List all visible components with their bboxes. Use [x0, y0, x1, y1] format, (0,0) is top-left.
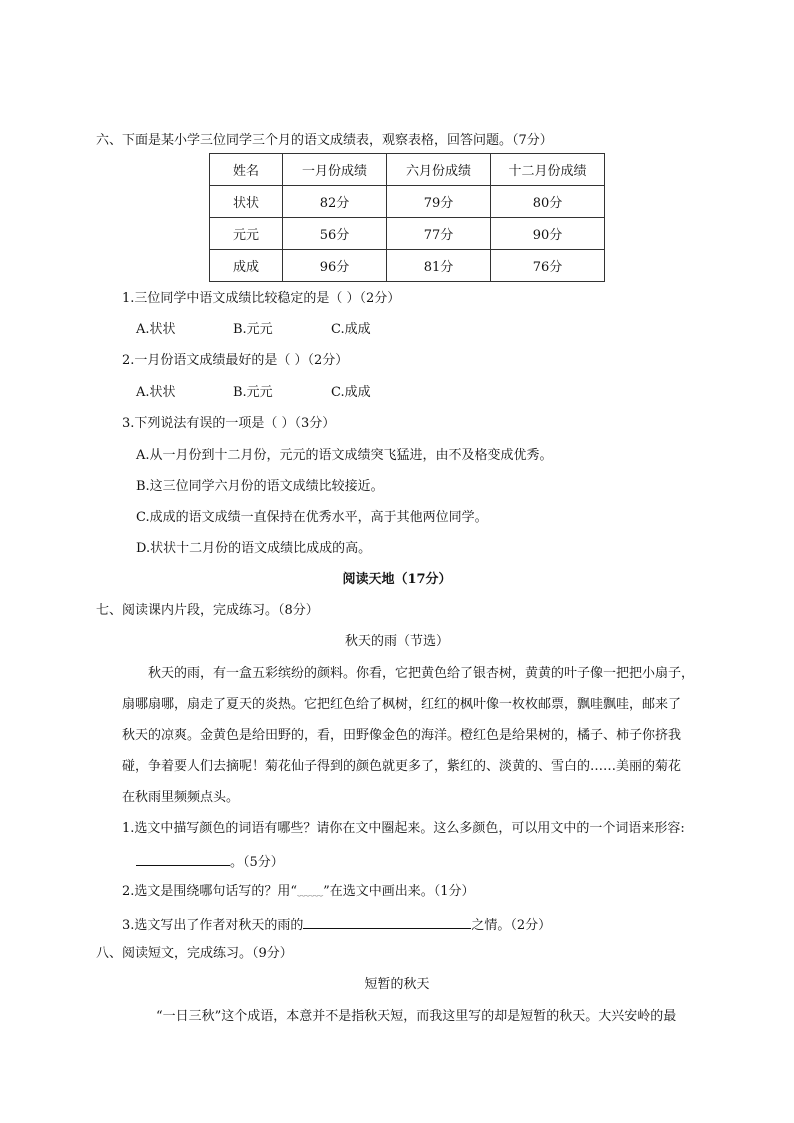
table-cell: 82分 [283, 186, 387, 218]
table-cell: 90分 [491, 218, 605, 250]
table-header-cell: 姓名 [210, 154, 283, 186]
table-cell: 56分 [283, 218, 387, 250]
q8-title: 八、阅读短文，完成练习。（9分） [96, 946, 293, 961]
passage-line: 秋天的雨，有一盒五彩缤纷的颜料。你看，它把黄色给了银杏树，黄黄的叶子像一把把小扇子， [148, 666, 695, 681]
table-row [210, 186, 605, 218]
q6-sub1-option-a: A.状状 [136, 322, 176, 337]
wavy-line-mark: ﹏﹏ [297, 884, 324, 899]
q7-sub3-pre: 3.选文写出了作者对秋天的雨的 [122, 918, 304, 933]
passage-line: 秋天的凉爽。金黄色是给田野的，看，田野像金色的海洋。橙红色是给果树的，橘子、柿子你挤我 [122, 728, 682, 743]
q6-sub2-question: 2.一月份语文成绩最好的是（ ）（2分） [122, 353, 349, 368]
passage-line: 扇哪扇哪，扇走了夏天的炎热。它把红色给了枫树，红红的枫叶像一枚枚邮票，飘哇飘哇，邮来了 [122, 697, 682, 712]
table-cell: 79分 [387, 186, 491, 218]
q6-sub1-option-b: B.元元 [233, 322, 273, 337]
q7-title: 七、阅读课内片段，完成练习。（8分） [96, 603, 319, 618]
q7-passage-continued [122, 689, 722, 813]
table-cell: 81分 [387, 250, 491, 282]
q6-sub3-option-b: B.这三位同学六月份的语文成绩比较接近。 [136, 479, 384, 494]
q7-sub3 [122, 914, 551, 935]
q6-title: 六、下面是某小学三位同学三个月的语文成绩表，观察表格，回答问题。（7分） [96, 133, 553, 148]
section-title: 阅读天地（17分） [342, 572, 452, 587]
q6-sub2-option-a: A.状状 [136, 385, 176, 400]
table-cell: 77分 [387, 218, 491, 250]
q7-passage [148, 658, 728, 689]
table-header-cell: 一月份成绩 [283, 154, 387, 186]
q7-sub1-line2 [136, 851, 284, 872]
q7-sub2-post: ”在选文中画出来。（1分） [323, 884, 475, 899]
q6-sub1-option-c: C.成成 [331, 322, 371, 337]
q6-sub3-option-c: C.成成的语文成绩一直保持在优秀水平，高于其他两位同学。 [136, 510, 488, 525]
table-cell: 76分 [491, 250, 605, 282]
table-cell: 元元 [210, 218, 283, 250]
q7-passage-title: 秋天的雨（节选） [344, 634, 449, 649]
q7-sub1-score: 。（5分） [230, 855, 284, 870]
q8-passage-first-line: “一日三秋”这个成语，本意并不是指秋天短，而我这里写的却是短暂的秋天。大兴安岭的最 [156, 1009, 677, 1024]
q7-sub3-post: 之情。（2分） [471, 918, 552, 933]
q6-sub3-option-a: A.从一月份到十二月份，元元的语文成绩突飞猛进，由不及格变成优秀。 [136, 448, 553, 463]
q6-sub3-option-d: D.状状十二月份的语文成绩比成成的高。 [136, 541, 372, 556]
passage-line: 碰，争着要人们去摘呢！菊花仙子得到的颜色就更多了，紫红的、淡黄的、雪白的……美丽的菊花 [122, 759, 682, 774]
score-table [209, 153, 605, 282]
passage-line: 在秋雨里频频点头。 [122, 790, 240, 805]
q6-sub1-question: 1.三位同学中语文成绩比较稳定的是（ ）（2分） [122, 291, 401, 306]
table-cell: 96分 [283, 250, 387, 282]
q6-sub2-option-b: B.元元 [233, 385, 273, 400]
table-cell: 状状 [210, 186, 283, 218]
table-header-cell: 六月份成绩 [387, 154, 491, 186]
table-header-row [210, 154, 605, 186]
q6-sub3-question: 3.下列说法有误的一项是（ ）（3分） [122, 416, 336, 431]
table-cell: 80分 [491, 186, 605, 218]
q7-sub1-line1: 1.选文中描写颜色的词语有哪些？请你在文中圈起来。这么多颜色，可以用文中的一个词语来形容: [122, 821, 685, 836]
q7-sub2 [122, 883, 475, 901]
table-row [210, 218, 605, 250]
table-header-cell: 十二月份成绩 [491, 154, 605, 186]
q7-sub2-pre: 2.选文是围绕哪句话写的？用“ [122, 884, 298, 899]
q6-sub2-option-c: C.成成 [331, 385, 371, 400]
table-cell: 成成 [210, 250, 283, 282]
answer-blank[interactable] [303, 914, 471, 929]
table-row [210, 250, 605, 282]
q8-passage-title: 短暂的秋天 [364, 977, 430, 992]
answer-blank[interactable] [136, 851, 230, 866]
